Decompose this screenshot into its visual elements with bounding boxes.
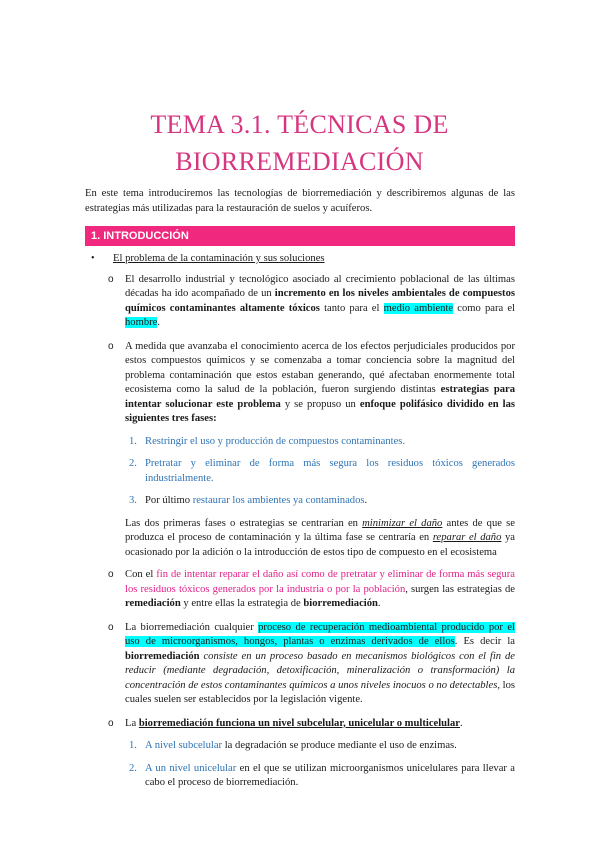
circle-bullet-icon: o	[108, 340, 114, 352]
circle-bullet-icon: o	[108, 717, 114, 729]
title-line-1: TEMA 3.1. TÉCNICAS DE	[150, 110, 449, 139]
bullet-main-text: El problema de la contaminación y sus soluciones	[113, 253, 325, 264]
paragraph-4: o Con el fin de intentar reparar el daño así como de pretratar y eliminar de forma más segura los residuos tóxicos generados por la industria o por la población, surgen las estrategias de remediación y entre ellas la estrategia de biorremediación.	[108, 569, 515, 609]
paragraph-2: o A medida que avanzaba el conocimiento acerca de los efectos perjudiciales producidos por estos compuestos químicos y se comenzaba a tomar conciencia sobre la magnitud del problema contaminación que estos estaban generando, qué afectaban enormemente total ecosistema como la salud de la población, fueron surgiendo distintas estrategias para intentar solucionar este problema y se propuso un enfoque polifásico dividido en las siguientes tres fases:	[108, 340, 516, 424]
list2-item-2: 2. A un nivel unicelular en el que se utilizan microorganismos unicelulares para llevar a cabo el proceso de biorremediación.	[129, 762, 515, 788]
list1-item-1: 1. Restringir el uso y producción de compuestos contaminantes.	[129, 435, 406, 447]
section-heading: 1. INTRODUCCIÓN	[85, 226, 515, 246]
circle-bullet-icon: o	[108, 621, 114, 633]
title-line-2: BIORREMEDIACIÓN	[175, 147, 424, 176]
paragraph-6: o La biorremediación funciona un nivel subcelular, unicelular o multicelular.	[125, 717, 515, 732]
circle-bullet-icon: o	[108, 569, 114, 580]
paragraph-3: Las dos primeras fases o estrategias se centrarían en minimizar el daño antes de que se produzca el proceso de contaminación y la última fase se centraría en reparar el daño ya ocasionado por la adición o la introducción de estos tipo de compuesto en el ecosistema	[125, 517, 515, 558]
paragraph-5: o La biorremediación cualquier proceso de recuperación medioambiental producido por el uso de microorganismos, hongos, plantas o enzimas derivados de ellos. Es decir la biorremediación consiste en un proceso basado en mecanismos biológicos con el fin de reducir (mediante degradación, detoxificación, mineralización o transformación) la concentración de estos contaminantes químicos a unos niveles inocuos o no detectables, los cuales suelen ser establecidos por la legislación vigente.	[108, 621, 516, 705]
list2-item-1: 1. A nivel subcelular la degradación se produce mediante el uso de enzimas.	[129, 740, 457, 751]
circle-bullet-icon: o	[108, 273, 114, 285]
paragraph-1: o El desarrollo industrial y tecnológico asociado al crecimiento poblacional de las últimas décadas ha ido acompañado de un incremento en los niveles ambientales de compuestos químicos contaminantes altamente tóxicos tanto para el medio ambiente como para el hombre.	[108, 273, 516, 328]
bullet-icon: •	[91, 253, 95, 264]
list1-item-2: 2. Pretratar y eliminar de forma más segura los residuos tóxicos generados industrialmente.	[129, 458, 515, 484]
bullet-main	[91, 252, 515, 267]
page-title	[0, 106, 599, 180]
list1-item-3: 3. Por último restaurar los ambientes ya contaminados.	[129, 495, 368, 506]
intro-paragraph: En este tema introduciremos las tecnologías de biorremediación y describiremos algunas de las estrategias más utilizadas para la restauración de suelos y acuíferos.	[85, 188, 515, 214]
document-body	[85, 252, 515, 791]
